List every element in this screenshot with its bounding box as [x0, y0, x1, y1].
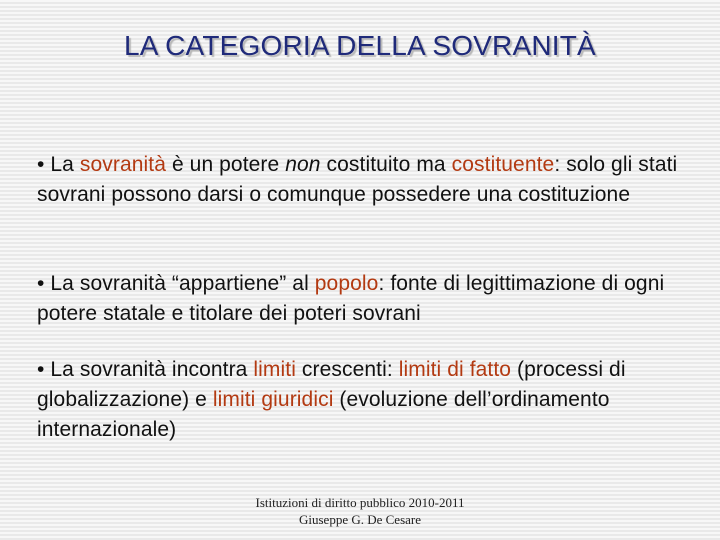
bullet-text-run: La sovranità “appartiene” al: [50, 272, 315, 295]
bullet-text-run: La sovranità incontra: [50, 358, 254, 381]
bullet-marker: •: [37, 272, 45, 295]
bullet-text-run: : fonte di legittimazione di ogni potere statale e titolare dei poteri sovrani: [37, 272, 665, 325]
bullet-text-run: (evoluzione dell’ordinamento internazionale): [37, 388, 610, 441]
bullet-item-3: [37, 355, 697, 445]
footer-author: Giuseppe G. De Cesare: [298, 512, 421, 527]
bullet-text-run: è un potere: [166, 153, 286, 176]
highlighted-term: popolo: [314, 272, 379, 295]
bullet-text-run: (processi di globalizzazione) e: [37, 358, 626, 411]
footer-course: Istituzioni di diritto pubblico 2010-2011: [255, 495, 465, 510]
slide-footer: [0, 494, 720, 528]
slide-title: LA CATEGORIA DELLA SOVRANITÀ: [124, 30, 596, 61]
bullet-text: [37, 153, 677, 206]
highlighted-term: costituente: [451, 153, 555, 176]
bullet-text-run: : solo gli stati sovrani possono darsi o comunque possedere una costituzione: [37, 153, 678, 206]
bullet-text: [37, 272, 664, 325]
highlighted-term: limiti: [253, 358, 296, 381]
bullet-marker: •: [37, 153, 45, 176]
highlighted-term: limiti giuridici: [212, 388, 334, 411]
italic-term: non: [285, 153, 321, 176]
highlighted-term: sovranità: [79, 153, 167, 176]
highlighted-term: limiti di fatto: [398, 358, 512, 381]
bullet-text: [37, 358, 626, 441]
bullet-item-2: [37, 269, 697, 329]
bullet-text-run: crescenti:: [295, 358, 399, 381]
bullet-text-run: costituito ma: [320, 153, 452, 176]
bullet-item-1: [37, 150, 697, 210]
bullet-marker: •: [37, 358, 45, 381]
bullet-text-run: La: [50, 153, 80, 176]
